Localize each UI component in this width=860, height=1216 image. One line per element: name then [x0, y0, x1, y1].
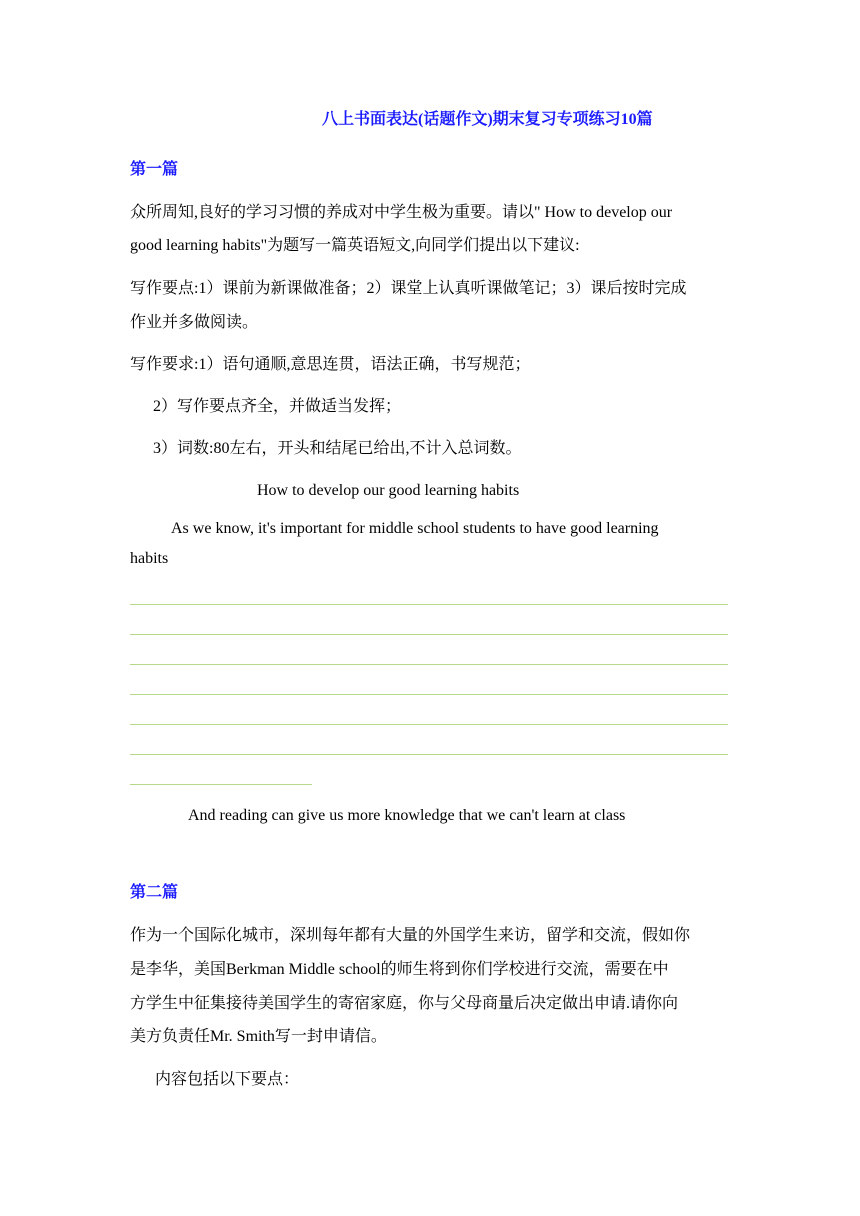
answer-line-7 — [130, 784, 312, 785]
essay-title: How to develop our good learning habits — [257, 482, 520, 499]
section-1-intro-line-2: good learning habits"为题写一篇英语短文,向同学们提出以下建议: — [130, 237, 580, 254]
answer-line-3 — [130, 664, 728, 665]
answer-line-2 — [130, 634, 728, 635]
section-1-points-line-2: 作业并多做阅读。 — [130, 314, 259, 331]
section-2-line-4: 美方负责任Mr. Smith写一封申请信。 — [130, 1028, 387, 1045]
section-1-heading: 第一篇 — [130, 161, 179, 178]
answer-line-5 — [130, 724, 728, 725]
document-title: 八上书面表达(话题作文)期末复习专项练习10篇 — [322, 111, 653, 128]
section-1-requirements-line-3: 3）词数:80左右，开头和结尾已给出,不计入总词数。 — [153, 440, 522, 457]
answer-line-6 — [130, 754, 728, 755]
section-1-points-line-1: 写作要点:1）课前为新课做准备；2）课堂上认真听课做笔记；3）课后按时完成 — [130, 280, 687, 297]
section-1-requirements-line-2: 2）写作要点齐全，并做适当发挥； — [153, 398, 402, 415]
answer-line-1 — [130, 604, 728, 605]
section-1-intro-line-1: 众所周知,良好的学习习惯的养成对中学生极为重要。请以" How to develop our — [130, 204, 673, 221]
section-2-line-5: 内容包括以下要点： — [155, 1071, 300, 1088]
essay-closing-line: And reading can give us more knowledge that we can't learn at class — [188, 807, 626, 824]
section-2-line-3: 方学生中征集接待美国学生的寄宿家庭，你与父母商量后决定做出申请.请你向 — [130, 995, 679, 1012]
essay-opening-line-2: habits — [130, 550, 169, 567]
essay-opening-line-1: As we know, it's important for middle school students to have good learning — [171, 520, 659, 537]
section-2-line-2: 是李华，美国Berkman Middle school的师生将到你们学校进行交流，需要在中 — [130, 961, 669, 978]
section-2-heading: 第二篇 — [130, 884, 179, 901]
section-2-line-1: 作为一个国际化城市，深圳每年都有大量的外国学生来访，留学和交流，假如你 — [130, 927, 691, 944]
section-1-requirements-line-1: 写作要求:1）语句通顺,意思连贯，语法正确，书写规范； — [130, 356, 531, 373]
answer-line-4 — [130, 694, 728, 695]
